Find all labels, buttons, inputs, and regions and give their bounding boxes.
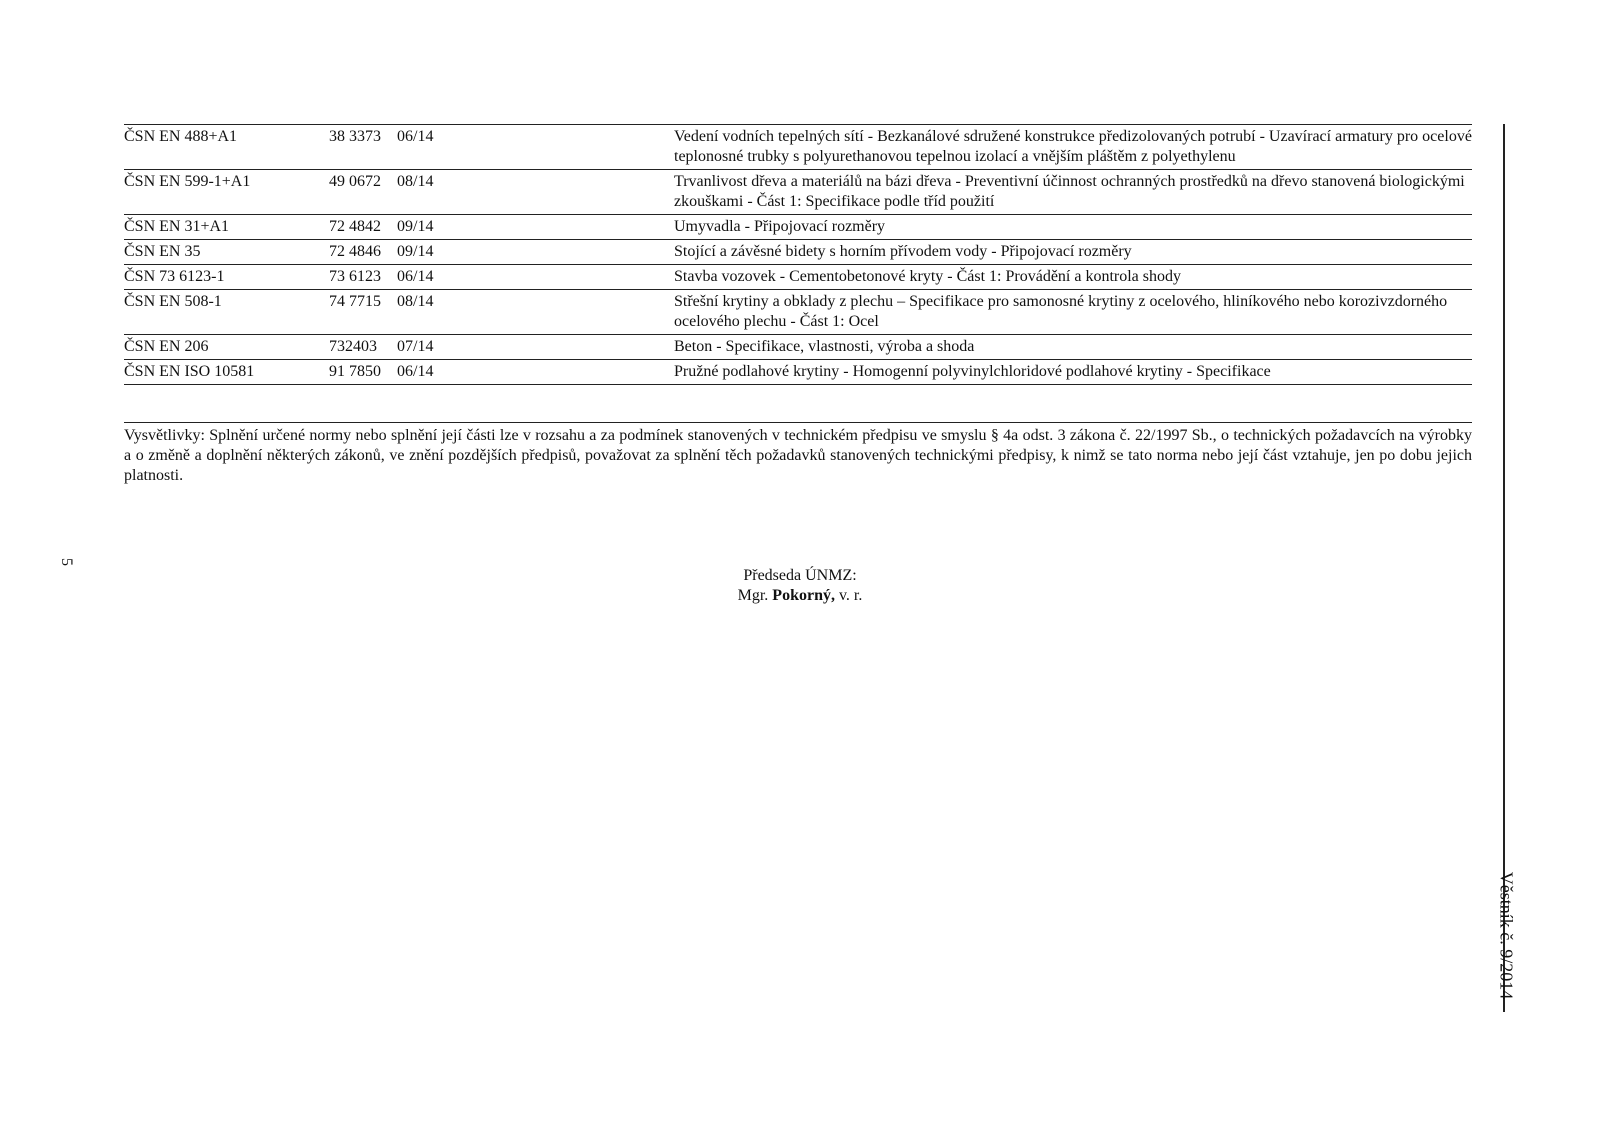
standard-code: ČSN EN 35	[124, 243, 201, 260]
standard-title: Stojící a závěsné bidety s horním přívodem vody - Připojovací rozměry	[674, 243, 1132, 260]
standard-class: 74 7715	[329, 293, 381, 310]
table-row	[124, 290, 1472, 335]
standard-title: Pružné podlahové krytiny - Homogenní polyvinylchloridové podlahové krytiny - Specifikace	[674, 363, 1271, 380]
standard-class: 72 4842	[329, 218, 381, 235]
standard-date: 08/14	[397, 173, 434, 190]
standard-code: ČSN EN ISO 10581	[124, 363, 255, 380]
standard-date: 09/14	[397, 218, 434, 235]
standard-class: 91 7850	[329, 363, 381, 380]
table-row	[124, 265, 1472, 290]
standard-date: 06/14	[397, 268, 434, 285]
signature-role: Předseda ÚNMZ:	[743, 567, 857, 584]
signature-prefix: Mgr.	[737, 587, 773, 604]
journal-label: Věstník č. 9/2014	[1496, 871, 1517, 1000]
signature-name: Pokorný,	[772, 587, 835, 604]
table-row	[124, 170, 1472, 215]
standard-code: ČSN EN 31+A1	[124, 218, 230, 235]
standard-code: ČSN EN 206	[124, 338, 209, 355]
standard-class: 732403	[329, 338, 377, 355]
standard-date: 07/14	[397, 338, 434, 355]
standard-title: Trvanlivost dřeva a materiálů na bázi dřeva - Preventivní účinnost ochranných prostředků na dřevo stanovená biologickými zkouškami - Část 1: Specifikace podle tříd použití	[674, 173, 1465, 210]
standard-code: ČSN EN 508-1	[124, 293, 222, 310]
standard-title: Beton - Specifikace, vlastnosti, výroba a shoda	[674, 338, 975, 355]
standard-class: 73 6123	[329, 268, 381, 285]
table-row	[124, 215, 1472, 240]
standard-code: ČSN EN 599-1+A1	[124, 173, 251, 190]
explanation-note: Vysvětlivky: Splnění určené normy nebo splnění její části lze v rozsahu a za podmínek stanovených v technickém předpisu ve smyslu § 4a odst. 3 zákona č. 22/1997 Sb., o technických požadavcích na výrobky a o změně a doplnění některých zákonů, ve znění pozdějších předpisů, považovat za splnění těch požadavků stanovených technickými předpisy, k nimž se tato norma nebo její část vztahuje, jen po dobu jejich platnosti.	[124, 422, 1472, 486]
signature-block	[0, 566, 1600, 606]
standard-code: ČSN EN 488+A1	[124, 128, 238, 145]
table-row	[124, 335, 1472, 360]
standard-title: Střešní krytiny a obklady z plechu – Specifikace pro samonosné krytiny z ocelového, hliníkového nebo korozivzdorného ocelového plechu - Část 1: Ocel	[674, 293, 1448, 330]
standard-date: 08/14	[397, 293, 434, 310]
table-row	[124, 240, 1472, 265]
standard-date: 06/14	[397, 128, 434, 145]
page-number: 5	[58, 558, 75, 566]
signature-line	[0, 586, 1600, 606]
table-row	[124, 360, 1472, 385]
standard-title: Umyvadla - Připojovací rozměry	[674, 218, 886, 235]
standard-class: 38 3373	[329, 128, 381, 145]
table-row	[124, 125, 1472, 170]
standard-date: 09/14	[397, 243, 434, 260]
signature-suffix: v. r.	[834, 587, 863, 604]
standard-date: 06/14	[397, 363, 434, 380]
standard-title: Vedení vodních tepelných sítí - Bezkanálové sdružené konstrukce předizolovaných potrubí - Uzavírací armatury pro ocelové teplonosné trubky s polyurethanovou tepelnou izolací a vnějším pláštěm z polyethylenu	[674, 128, 1472, 165]
standards-table	[124, 124, 1472, 385]
standard-class: 72 4846	[329, 243, 381, 260]
standard-class: 49 0672	[329, 173, 381, 190]
standard-code: ČSN 73 6123-1	[124, 268, 225, 285]
standard-title: Stavba vozovek - Cementobetonové kryty - Část 1: Provádění a kontrola shody	[674, 268, 1182, 285]
